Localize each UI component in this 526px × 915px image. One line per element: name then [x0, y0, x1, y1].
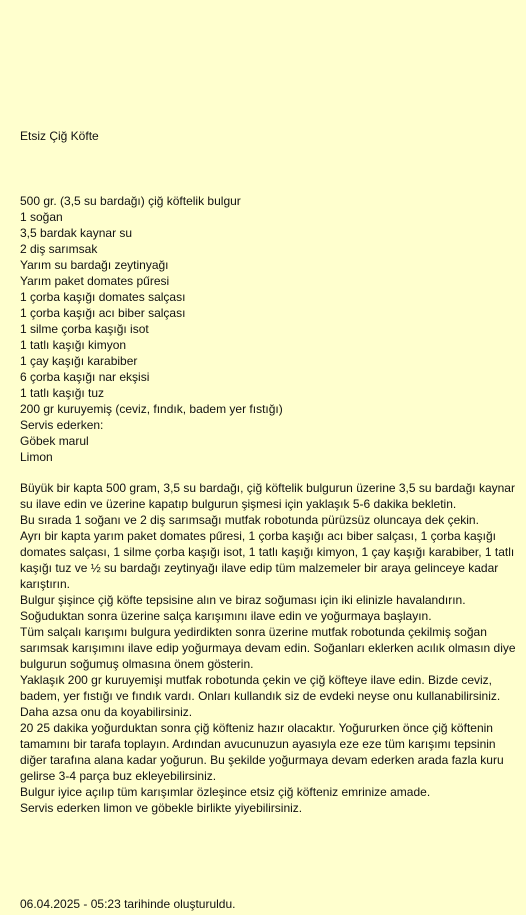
instruction-step: Ayrı bir kapta yarım paket domates pűresi, 1 çorba kaşığı acı biber salçası, 1 çorba kaşığı domates salçası, 1 silme çorba kaşığı isot, 1 tatlı kaşığı kimyon, 1 çay kaşığı karabiber, 1 tatlı kaşığı tuz ve ½ su bardağı zeytinyağı ilave edip tüm malzemeler bir araya gelinceye kadar karıştırın. — [20, 529, 515, 591]
instructions — [20, 480, 520, 816]
ingredient-item: 1 tatlı kaşığı kimyon — [20, 338, 127, 352]
recipe-title: Etsiz Çiğ Köfte — [20, 129, 99, 143]
ingredient-item: 6 çorba kaşığı nar ekşisi — [20, 370, 150, 384]
ingredient-item: Limon — [20, 450, 53, 464]
ingredient-item: 3,5 bardak kaynar su — [20, 226, 133, 240]
created-timestamp: 06.04.2025 - 05:23 tarihinde oluşturuldu. — [20, 897, 236, 911]
ingredient-item: 2 diş sarımsak — [20, 242, 98, 256]
serving-heading: Servis ederken: — [20, 418, 104, 432]
instruction-step: Tüm salçalı karışımı bulgura yedirdikten sonra üzerine mutfak robotunda çekilmiş soğan sarımsak karışımını ilave edip yoğurmaya devam edin. Soğanları eklerken acılık olmasın diye bulgurun soğumuş olmasına önem gösterin. — [20, 625, 516, 671]
ingredient-item: 1 tatlı kaşığı tuz — [20, 386, 105, 400]
instruction-step: Bulgur iyice açılıp tüm karışımlar özleşince etsiz çiğ köfteniz emrinize amade. — [20, 785, 431, 799]
ingredient-item: Göbek marul — [20, 434, 89, 448]
ingredient-item: 1 soğan — [20, 210, 63, 224]
ingredient-item: 1 çay kaşığı karabiber — [20, 354, 138, 368]
instruction-step: Yaklaşık 200 gr kuruyemişi mutfak robotunda çekin ve çiğ köfteye ilave edin. Bizde ceviz, badem, yer fıstığı ve fındık vardı. Onları kullandık siz de evdeki neyse onu kullanabilirsiniz. Daha azsa onu da koyabilirsiniz. — [20, 673, 501, 719]
ingredient-item: 1 çorba kaşığı domates salçası — [20, 290, 186, 304]
ingredient-list — [20, 193, 283, 465]
instruction-step: Bu sırada 1 soğanı ve 2 diş sarımsağı mutfak robotunda pürüzsüz oluncaya dek çekin. — [20, 513, 479, 527]
instruction-step: Bulgur şişince çiğ köfte tepsisine alın ve biraz soğuması için iki elinizle havalandırın. — [20, 593, 466, 607]
ingredient-item: 500 gr. (3,5 su bardağı) çiğ köftelik bulgur — [20, 194, 241, 208]
instruction-step: Servis ederken limon ve göbekle birlikte yiyebilirsiniz. — [20, 801, 303, 815]
ingredient-item: 1 çorba kaşığı acı biber salçası — [20, 306, 186, 320]
instruction-step: Soğuduktan sonra üzerine salça karışımını ilave edin ve yoğurmaya başlayın. — [20, 609, 432, 623]
instruction-step: 20 25 dakika yoğurduktan sonra çiğ köfteniz hazır olacaktır. Yoğururken önce çiğ köftenin tamamını bir tarafa toplayın. Ardından avucunuzun ayasıyla eze eze tüm karışımı tepsinin diğer tarafına alana kadar yoğurun. Bu şekilde yoğurmaya devam ederken arada fazla kuru gelirse 3-4 parça buz ekleyebilirsiniz. — [20, 721, 504, 783]
instruction-step: Büyük bir kapta 500 gram, 3,5 su bardağı, çiğ köftelik bulgurun üzerine 3,5 su bardağı kaynar su ilave edin ve üzerine kapatıp bulgurun şişmesi için yaklaşık 5-6 dakika bekletin. — [20, 481, 515, 511]
ingredient-item: Yarım paket domates pűresi — [20, 274, 170, 288]
ingredient-item: 200 gr kuruyemiş (ceviz, fındık, badem yer fıstığı) — [20, 402, 283, 416]
ingredient-item: Yarım su bardağı zeytinyağı — [20, 258, 169, 272]
ingredient-item: 1 silme çorba kaşığı isot — [20, 322, 149, 336]
